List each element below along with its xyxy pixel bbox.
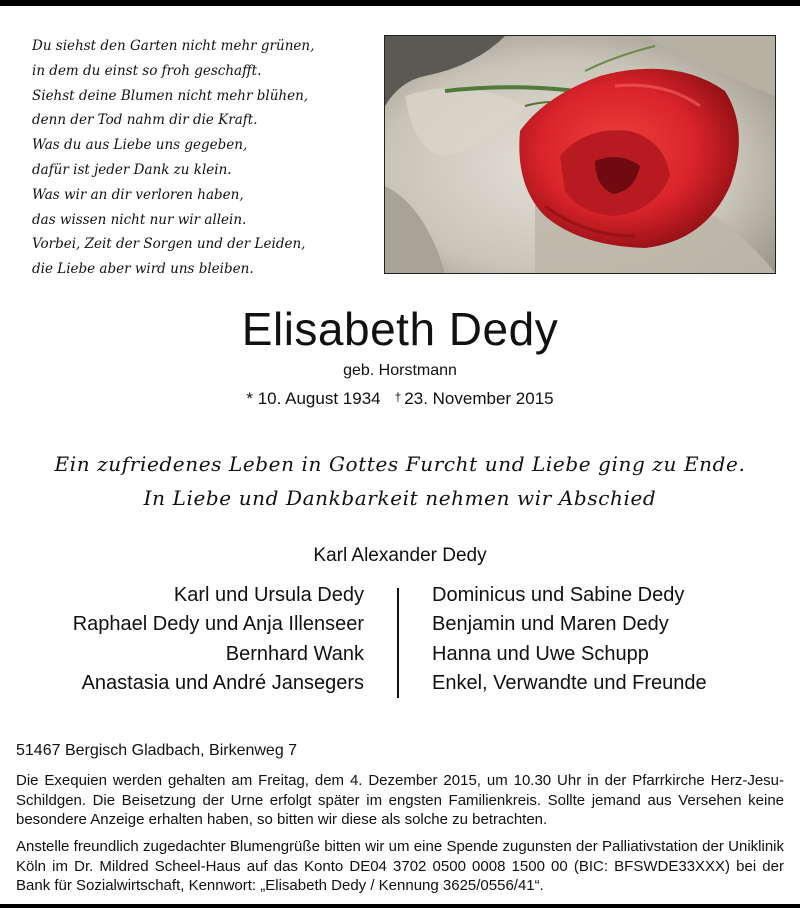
mourner-entry: Anastasia und André Jansegers [81, 671, 364, 694]
poem-line: das wissen nicht nur wir allein. [32, 211, 247, 228]
mourner-entry: Benjamin und Maren Dedy [432, 613, 669, 636]
birth-date: * 10. August 1934 [246, 389, 381, 408]
column-divider [397, 588, 399, 698]
mourner-entry: Raphael Dedy und Anja Illenseer [72, 613, 364, 636]
motto-line-1: Ein zufriedenes Leben in Gottes Furcht und Liebe ging zu Ende. [54, 452, 746, 476]
address: 51467 Bergisch Gladbach, Birkenweg 7 [16, 742, 298, 759]
poem-line: in dem du einst so froh geschafft. [32, 62, 262, 79]
cross-icon: † [394, 390, 402, 404]
birth-name: geb. Horstmann [343, 362, 457, 379]
mourners-left-column [73, 581, 364, 698]
poem-line: Siehst deine Blumen nicht mehr blühen, [32, 87, 309, 104]
death-date: 23. November 2015 [404, 389, 554, 408]
deceased-name: Elisabeth Dedy [241, 303, 559, 355]
poem [32, 34, 362, 282]
poem-line: Vorbei, Zeit der Sorgen und der Leiden, [32, 236, 306, 253]
poem-line: Was wir an dir verloren haben, [32, 186, 244, 203]
poem-line: die Liebe aber wird uns bleiben. [32, 261, 254, 278]
poem-line: denn der Tod nahm dir die Kraft. [32, 112, 258, 129]
funeral-info-paragraph: Die Exequien werden gehalten am Freitag, dem 4. Dezember 2015, um 10.30 Uhr in der Pfarrkirche Herz-Jesu-Schildgen. Die Beisetzung der Urne erfolgt später im engsten Familienkreis. Sollte jemand aus Versehen keine besondere Anzeige erhalten haben, so bitten wir diese als solche zu betrachten. [16, 772, 784, 828]
mourner-entry: Dominicus und Sabine Dedy [432, 584, 685, 606]
mourner-entry: Enkel, Verwandte und Freunde [432, 671, 707, 694]
rose-photo [384, 35, 776, 274]
poem-line: dafür ist jeder Dank zu klein. [32, 161, 232, 178]
primary-mourner: Karl Alexander Dedy [313, 545, 487, 566]
motto-line-2: In Liebe und Dankbarkeit nehmen wir Abschied [143, 486, 657, 510]
mourner-entry: Bernhard Wank [225, 642, 364, 665]
donation-info-paragraph: Anstelle freundlich zugedachter Blumengrüße bitten wir um eine Spende zugunsten der Palliativstation der Uniklinik Köln im Dr. Mildred Scheel-Haus auf das Konto DE04 3702 0500 0008 1500 00 (BIC: BFSWDE33XXX) bei der Bank für Sozialwirtschaft, Kennwort: „Elisabeth Dedy / Kennung 3625/0556/41“. [16, 838, 784, 894]
poem-line: Du siehst den Garten nicht mehr grünen, [32, 38, 315, 54]
life-dates [0, 389, 800, 409]
poem-line: Was du aus Liebe uns gegeben, [32, 137, 248, 154]
mourners-right-column [432, 581, 707, 698]
rose-on-stone-image [385, 36, 775, 273]
mourner-entry: Karl und Ursula Dedy [173, 584, 364, 606]
mourner-entry: Hanna und Uwe Schupp [432, 642, 649, 665]
